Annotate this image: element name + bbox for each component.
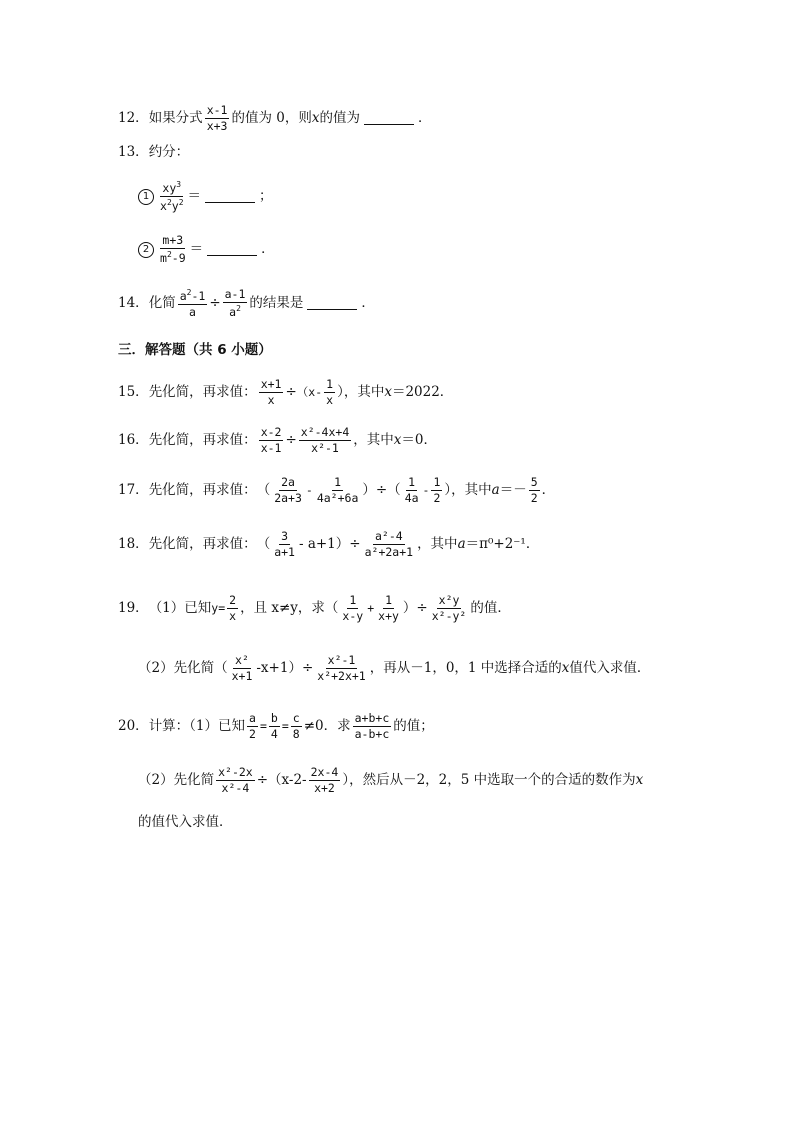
fraction: $\frac{5}{2}$ — [530, 475, 538, 506]
fraction: $\frac{c}{8}$ — [292, 711, 300, 742]
question-13-part-2: 2 $\frac{m+3}{m^2-9}$ ＝ ． — [138, 234, 275, 265]
fraction: $\frac{2x-4}{x+2}$ — [310, 765, 339, 796]
question-13-part-1: 1 $\frac{xy^3}{x^2y^2}$ ＝ ； — [138, 180, 273, 213]
fraction: $\frac{a+b+c}{a-b+c}$ — [354, 711, 390, 742]
fraction: $\frac{\text{a²-4}}{\text{a²+2a+1}}$ — [364, 529, 414, 560]
text: 的值为 — [319, 109, 360, 126]
fraction: $\frac{\text{x²}}{x+1}$ — [231, 653, 253, 684]
variable: x — [561, 659, 570, 676]
answer-blank[interactable] — [205, 190, 255, 203]
fraction: $\frac{1}{x-y}$ — [342, 593, 364, 624]
text: 约分： — [148, 144, 190, 160]
fraction: $\frac{3}{a+1}$ — [274, 529, 295, 560]
circled-number: 1 — [138, 189, 154, 205]
question-number: 16． — [118, 431, 149, 448]
question-number: 18． — [118, 535, 149, 552]
fraction: $\frac{\text{x²y}}{\text{x²-y²}}$ — [431, 593, 467, 624]
fraction: $\frac{1}{x+y}$ — [378, 593, 399, 624]
question-17: 17． 先化简，再求值： （ $\frac{2a}{2a+3}$ - $\frac{1}{\text{4a²+6a}}$ ）÷（ $\frac{1}{4a}$ - $\frac{1}{2}$ ），其中 a ＝－ $\frac{5}{2}$ ． — [118, 475, 556, 506]
question-20-part-2: （2）先化简 $\frac{\text{x²-2x}}{\text{x²-4}}$ ÷（x-2- $\frac{2x-4}{x+2}$ ），然后从－2，2，5 中选取一个的合适的数作为 x — [138, 765, 644, 796]
fraction: $\frac{x+1}{x}$ — [260, 377, 282, 408]
question-number: 20． — [118, 717, 149, 734]
variable: a — [457, 535, 466, 552]
question-number: 19． — [118, 599, 149, 616]
fraction: $\frac{b}{4}$ — [270, 711, 278, 742]
fraction: $\frac{\text{x²-2x}}{\text{x²-4}}$ — [218, 765, 253, 796]
variable: x — [393, 431, 402, 448]
circled-number: 2 — [138, 242, 154, 258]
answer-blank[interactable] — [207, 243, 257, 256]
question-20-continuation: 的值代入求值． — [138, 814, 233, 830]
variable: a — [491, 481, 500, 498]
variable: x — [384, 383, 392, 400]
question-number: 17． — [118, 481, 149, 498]
fraction: $\frac{1}{4a}$ — [404, 475, 419, 506]
text: 先化简，再求值： — [148, 383, 257, 400]
text: 先化简，再求值： — [148, 481, 257, 498]
variable: x — [311, 109, 320, 126]
fraction: $\frac{xy^3}{x^2y^2}$ — [160, 180, 184, 214]
question-13 — [118, 146, 189, 160]
text: 化简 — [148, 294, 176, 311]
question-20: 20． 计算：（1）已知 $\frac{a}{2}$ = $\frac{b}{4}$ = $\frac{c}{8}$ ≠0．求 $\frac{a+b+c}{a-b+c}$ 的值； — [118, 711, 434, 742]
text: 先化简，再求值： — [148, 535, 257, 552]
question-number: 15． — [118, 383, 149, 400]
fraction: $\frac{m+3}{m^2-9}$ — [160, 233, 186, 266]
question-19: 19． （1）已知 y= $\frac{2}{x}$ ，且 x≠y，求（ $\frac{1}{x-y}$ + $\frac{1}{x+y}$ ）÷ $\frac{\text{x²y}}{\text{x²-y²}}$ 的值． — [118, 593, 511, 624]
text: 的值为 0，则 — [231, 109, 312, 126]
answer-blank[interactable] — [364, 112, 414, 125]
section-heading: 三．解答题（共 6 小题） — [118, 342, 272, 358]
question-number: 12． — [118, 109, 149, 126]
fraction: $\frac{a}{2}$ — [249, 711, 256, 742]
text: 的结果是 — [249, 294, 304, 311]
question-number: 14． — [118, 294, 149, 311]
variable: x — [635, 771, 644, 788]
fraction: $\frac{a-1}{a^2}$ — [224, 287, 246, 320]
text: 先化简，再求值： — [148, 431, 257, 448]
question-12: 12． 如果分式 $\frac{x-1}{x+3}$ 的值为 0，则 x 的值为 ． — [118, 103, 432, 134]
fraction: $\frac{2a}{2a+3}$ — [274, 475, 302, 506]
question-16: 16． 先化简，再求值： $\frac{x-2}{x-1}$ ÷ $\frac{\text{x²-4x+4}}{\text{x²-1}}$ ，其中 x ＝0． — [118, 425, 437, 456]
fraction: $\frac{x-1}{x+3}$ — [206, 103, 228, 134]
fraction: $\frac{2}{x}$ — [229, 593, 237, 624]
fraction: $\frac{1}{x}$ — [326, 377, 334, 408]
fraction: $\frac{\text{x²-4x+4}}{\text{x²-1}}$ — [300, 425, 350, 456]
question-number: 13． — [118, 144, 149, 160]
fraction: $\frac{1}{\text{4a²+6a}}$ — [316, 475, 359, 506]
fraction: $\frac{1}{2}$ — [433, 475, 441, 506]
question-14: 14． 化简 $\frac{a^2-1}{a}$ ÷ $\frac{a-1}{a^2}$ 的结果是 ． — [118, 287, 375, 320]
question-19-part-2: （2）先化简（ $\frac{\text{x²}}{x+1}$ -x+1）÷ $\frac{\text{x²-1}}{\text{x²+2x+1}}$ ，再从－1，0，1 中选择合适的 x 值代入求值． — [138, 653, 651, 684]
fraction: $\frac{a^2-1}{a}$ — [179, 288, 206, 320]
question-18: 18． 先化简，再求值： （ $\frac{3}{a+1}$ - a+1）÷ $\frac{\text{a²-4}}{\text{a²+2a+1}}$ ，其中 a ＝π⁰+2⁻¹． — [118, 529, 540, 560]
question-15: 15． 先化简，再求值： $\frac{x+1}{x}$ ÷ （x- $\frac{1}{x}$ ），其中 x ＝2022． — [118, 377, 454, 408]
fraction: $\frac{\text{x²-1}}{\text{x²+2x+1}}$ — [317, 653, 366, 684]
text: 如果分式 — [148, 109, 203, 126]
answer-blank[interactable] — [307, 297, 357, 310]
fraction: $\frac{x-2}{x-1}$ — [260, 425, 282, 456]
